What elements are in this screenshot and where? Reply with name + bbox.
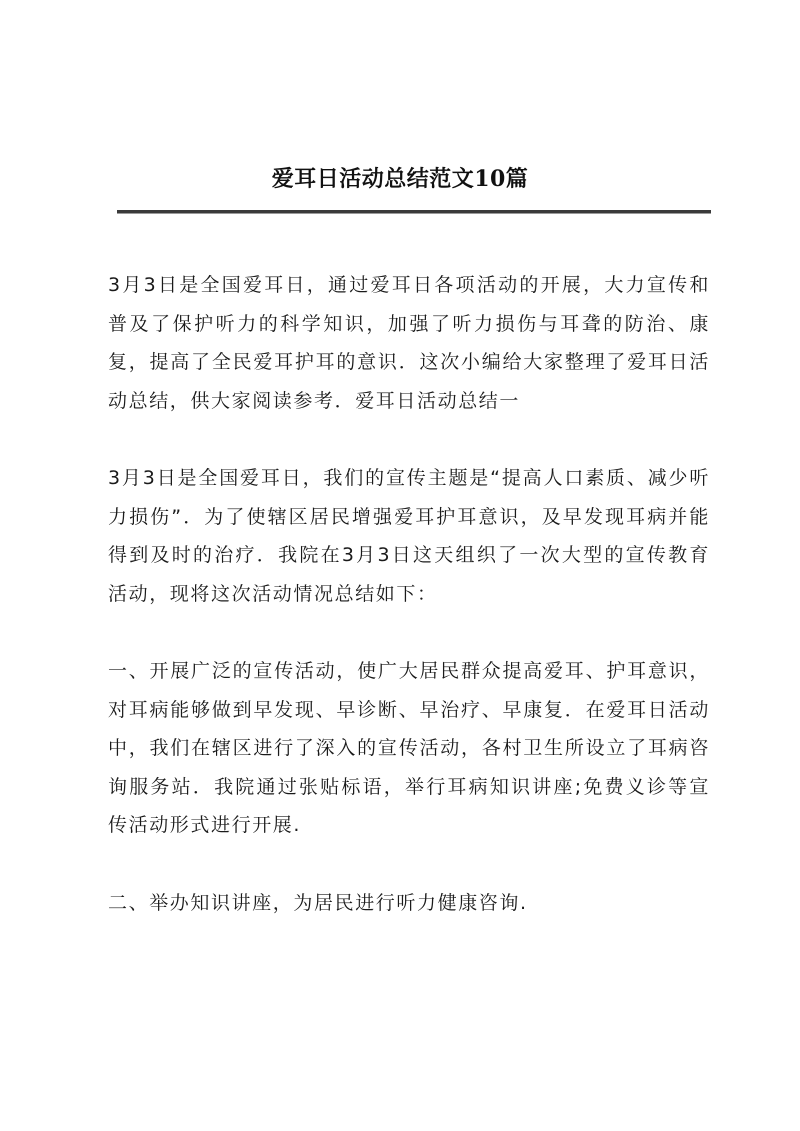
paragraph-intro: 3月3日是全国爱耳日，通过爱耳日各项活动的开展，大力宣传和普及了保护听力的科学知识，加强了听力损伤与耳聋的防治、康复，提高了全民爱耳护耳的意识．这次小编给大家整理了爱耳日活动总结，供大家阅读参考．爱耳日活动总结一	[108, 274, 710, 412]
paragraph-section-two: 二、举办知识讲座，为居民进行听力健康咨询.	[108, 891, 528, 914]
document-title: 爱耳日活动总结范文10篇	[271, 166, 529, 192]
title-divider	[117, 210, 711, 214]
document-body	[108, 266, 710, 961]
paragraph-section-one: 一、开展广泛的宣传活动，使广大居民群众提高爱耳、护耳意识，对耳病能够做到早发现、早诊断、早治疗、早康复．在爱耳日活动中，我们在辖区进行了深入的宣传活动，各村卫生所设立了耳病咨询服务站．我院通过张贴标语，举行耳病知识讲座;免费义诊等宣传活动形式进行开展.	[108, 659, 710, 837]
paragraph-theme: 3月3日是全国爱耳日，我们的宣传主题是“提高人口素质、减少听力损伤”．为了使辖区居民增强爱耳护耳意识，及早发现耳病并能得到及时的治疗．我院在3月3日这天组织了一次大型的宣传教育活动，现将这次活动情况总结如下：	[108, 466, 710, 605]
